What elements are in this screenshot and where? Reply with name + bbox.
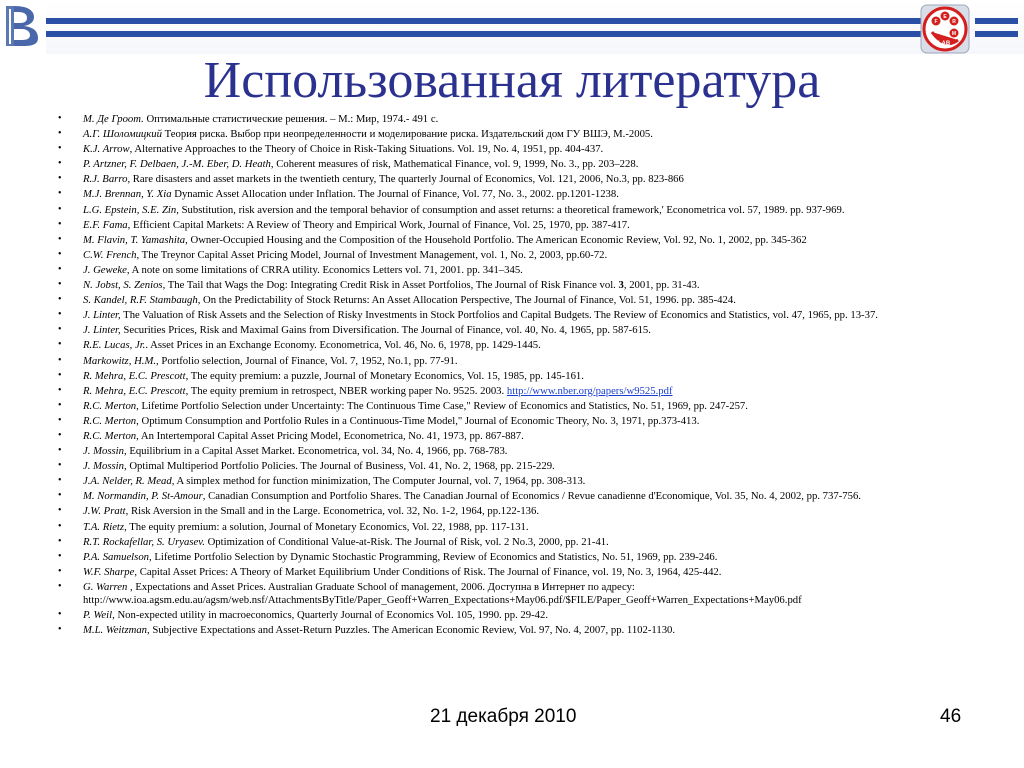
reference-author: J. Linter, <box>83 309 121 322</box>
reference-item <box>58 279 980 292</box>
reference-author: C.W. French <box>83 248 137 261</box>
reference-author: P.A. Samuelson <box>83 550 150 563</box>
reference-text: , Substitution, risk aversion and the temporal behavior of consumption and asset returns: a theoretical framework,' Econometrica vol. 57, 1989. pp. 937-969. <box>176 203 845 216</box>
reference-text: Оптимальные статистические решения. – М.: Мир, 1974.- 491 с. <box>143 113 439 125</box>
reference-author: M.J. Brennan, Y. Xia <box>83 188 172 201</box>
header-stripe <box>975 31 1018 37</box>
reference-text: , 2001, pp. 31-43. <box>623 279 700 292</box>
reference-text: , Subjective Expectations and Asset-Return Puzzles. The American Economic Review, Vol. 97, No. 4, 2007, pp. 1102-1130. <box>147 623 676 636</box>
reference-item <box>58 566 980 579</box>
reference-text: , Coherent measures of risk, Mathematical Finance, vol. 9, 1999, No. 3., pp. 203–228. <box>270 158 639 171</box>
reference-author: K.J. Arrow <box>83 143 130 156</box>
reference-text: . Asset Prices in an Exchange Economy. Econometrica, Vol. 46, No. 6, 1978, pp. 1429-1445. <box>145 339 541 352</box>
ferm-letter: R <box>952 19 956 25</box>
reference-author: E.F. Fama <box>83 218 128 231</box>
reference-item <box>58 249 980 262</box>
reference-text: , Expectations and Asset Prices. Australian Graduate School of management, 2006. Доступна в Интернет по адресу: http://www.ioa.agsm.edu.au/agsm/web.nsf/AttachmentsByTitle/Paper_Geoff+Warren_Expectations+May06.pdf/$FILE/Paper_Geoff+Warren_Expectations+May06.pdf <box>83 580 802 606</box>
reference-item <box>58 219 980 232</box>
reference-item <box>58 264 980 277</box>
reference-author: R.C. Merton <box>83 429 137 442</box>
reference-text: Dynamic Asset Allocation under Inflation. The Journal of Finance, Vol. 77, No. 3., 2002. pp.1201-1238. <box>171 188 619 201</box>
reference-author: M. Normandin, P. St-Amour <box>83 490 203 503</box>
reference-item <box>58 355 980 368</box>
reference-text: , On the Predictability of Stock Returns: An Asset Allocation Perspective, The Journal of Finance, Vol. 51, 1996. pp. 385-424. <box>197 294 736 307</box>
reference-item <box>58 505 980 518</box>
reference-author: T.A. Rietz <box>83 520 125 533</box>
reference-author: М. Де Гроот. <box>83 113 144 125</box>
reference-author: J.A. Nelder, R. Mead <box>83 475 172 488</box>
reference-author: J.W. Pratt, <box>83 505 129 518</box>
reference-item <box>58 475 980 488</box>
slide-date: 21 декабря 2010 <box>430 706 577 727</box>
reference-author: W.F. Sharpe <box>83 565 135 578</box>
reference-text: , The equity premium: a puzzle, Journal of Monetary Economics, Vol. 15, 1985, pp. 145-161. <box>185 369 584 382</box>
page-title: Использованная литература <box>203 52 821 109</box>
reference-text: The Valuation of Risk Assets and the Selection of Risky Investments in Stock Portfolios and Capital Budgets. The Review of Economics and Statistics, vol. 47, 1965, pp. 13-37. <box>120 309 878 322</box>
reference-item <box>58 113 980 126</box>
reference-author: L.G. Epstein, S.E. Zin <box>83 203 177 216</box>
reference-author: P. Weil <box>83 608 113 621</box>
reference-item <box>58 370 980 383</box>
reference-author: R.C. Merton <box>83 399 137 412</box>
reference-item <box>58 324 980 337</box>
reference-item <box>58 624 980 637</box>
ferm-letter: LAB <box>937 41 951 47</box>
reference-item <box>58 609 980 622</box>
reference-text: , Capital Asset Prices: A Theory of Market Equilibrium Under Conditions of Risk. The Journal of Finance, vol. 19, No. 3, 1964, 425-442. <box>134 565 722 578</box>
reference-text: The Tail that Wags the Dog: Integrating Credit Risk in Asset Portfolios, The Journal of Risk Finance vol. <box>165 279 619 292</box>
reference-item <box>58 551 980 564</box>
reference-text: , Efficient Capital Markets: A Review of Theory and Empirical Work, Journal of Finance, Vol. 25, 1970, pp. 387-417. <box>127 218 630 231</box>
reference-item <box>58 158 980 171</box>
reference-item <box>58 581 980 607</box>
ferm-letter: M <box>951 31 957 37</box>
reference-text: , An Intertemporal Capital Asset Pricing Model, Econometrica, No. 41, 1973, pp. 867-887. <box>136 429 524 442</box>
reference-text: , Rare disasters and asset markets in the twentieth century, The quarterly Journal of Economics, Vol. 121, 2006, No.3, pp. 823-866 <box>127 173 684 186</box>
reference-text: , Portfolio selection, Journal of Finance, Vol. 7, 1952, No.1, pp. 77-91. <box>156 354 458 367</box>
reference-text: , A note on some limitations of CRRA utility. Economics Letters vol. 71, 2001. pp. 341–345. <box>126 263 523 276</box>
ferm-letter: F <box>934 19 938 25</box>
reference-text: , Lifetime Portfolio Selection by Dynamic Stochastic Programming, Review of Economics and Statistics, No. 51, 1969, pp. 239-246. <box>149 550 718 563</box>
reference-item <box>58 234 980 247</box>
header-stripe <box>46 18 926 24</box>
reference-author: R. Mehra, E.C. Prescott <box>83 369 186 382</box>
reference-list <box>58 113 980 639</box>
reference-item <box>58 521 980 534</box>
reference-author: M. Flavin, T. Yamashita <box>83 233 186 246</box>
reference-item <box>58 128 980 141</box>
reference-text: , Canadian Consumption and Portfolio Shares. The Canadian Journal of Economics / Revue canadienne d'Economique, Vol. 35, No. 4, 2002, pp. 737-756. <box>202 490 861 503</box>
reference-text: , Alternative Approaches to the Theory of Choice in Risk-Taking Situations. Vol. 19, No. 4, 1951, pp. 404-437. <box>129 143 604 156</box>
reference-text: , Owner-Occupied Housing and the Composition of the Household Portfolio. The American Economic Review, Vol. 92, No. 1, 2002, pp. 345-362 <box>185 233 807 246</box>
reference-text: , Optimal Multiperiod Portfolio Policies. The Journal of Business, Vol. 41, No. 2, 1968, pp. 215-229. <box>123 460 555 473</box>
reference-author: А.Г. Шоломицкий <box>83 128 162 141</box>
reference-text: Risk Aversion in the Small and in the Large. Econometrica, vol. 32, No. 1-2, 1964, pp.122-136. <box>128 505 540 518</box>
reference-text: , A simplex method for function minimization, The Computer Journal, vol. 7, 1964, pp. 308-313. <box>171 475 586 488</box>
reference-author: S. Kandel, R.F. Stambaugh <box>83 294 198 307</box>
reference-author: R.C. Merton <box>83 414 137 427</box>
reference-text: , The equity premium in retrospect, NBER working paper No. 9525. 2003. <box>185 384 507 397</box>
reference-author: J. Linter, <box>83 324 121 337</box>
reference-item <box>58 339 980 352</box>
reference-item <box>58 143 980 156</box>
reference-link[interactable]: http://www.nber.org/papers/w9525.pdf <box>506 384 673 397</box>
reference-author: J. Geweke <box>83 263 127 276</box>
reference-author: R. Mehra, E.C. Prescott <box>83 384 186 397</box>
reference-text: , The Treynor Capital Asset Pricing Model, Journal of Investment Management, vol. 1, No. 2, 2003, pp.60-72. <box>136 248 608 261</box>
reference-text: Securities Prices, Risk and Maximal Gains from Diversification. The Journal of Finance, vol. 40, No. 4, 1965, pp. 587-615. <box>120 324 651 337</box>
reference-volume: 3 <box>618 279 624 292</box>
reference-text: , The equity premium: a solution, Journal of Monetary Economics, Vol. 22, 1988, pp. 117-131. <box>124 520 529 533</box>
reference-item <box>58 536 980 549</box>
reference-author: J. Mossin <box>83 445 124 458</box>
ferm-letter: E <box>943 14 947 20</box>
reference-text: , Equilibrium in a Capital Asset Market. Econometrica, vol. 34, No. 4, 1966, pp. 768-783. <box>123 445 508 458</box>
reference-item <box>58 204 980 217</box>
reference-author: M.L. Weitzman <box>83 623 148 636</box>
reference-author: N. Jobst, S. Zenios, <box>83 279 166 292</box>
reference-author: R.J. Barro <box>83 173 128 186</box>
reference-item <box>58 385 980 398</box>
page-number: 46 <box>940 706 962 727</box>
reference-item <box>58 309 980 322</box>
reference-item <box>58 188 980 201</box>
header-stripe <box>46 31 926 37</box>
reference-item <box>58 445 980 458</box>
header-stripe <box>975 18 1018 24</box>
reference-item <box>58 415 980 428</box>
reference-text: , Optimum Consumption and Portfolio Rules in a Continuous-Time Model," Journal of Economic Theory, No. 3, 1971, pp.373-413. <box>136 414 700 427</box>
reference-item <box>58 460 980 473</box>
reference-text: , Non-expected utility in macroeconomics, Quarterly Journal of Economics Vol. 105, 1990. pp. 29-42. <box>112 608 549 621</box>
reference-author: R.E. Lucas, Jr. <box>83 339 146 352</box>
reference-item <box>58 173 980 186</box>
reference-item <box>58 294 980 307</box>
reference-text: Optimization of Conditional Value-at-Risk. The Journal of Risk, vol. 2 No.3, 2000, pp. 21-41. <box>204 535 609 548</box>
reference-author: P. Artzner, F. Delbaen, J.-M. Eber, D. Heath <box>83 158 271 171</box>
reference-author: R.T. Rockafellar, S. Uryasev. <box>83 535 205 548</box>
reference-author: Markowitz, H.M. <box>83 354 157 367</box>
reference-text: Теория риска. Выбор при неопределенности и моделирование риска. Издательский дом ГУ ВШЭ, М.-2005. <box>161 128 653 141</box>
reference-author: J. Mossin <box>83 460 124 473</box>
reference-item <box>58 400 980 413</box>
reference-item <box>58 490 980 503</box>
reference-text: , Lifetime Portfolio Selection under Uncertainty: The Continuous Time Case," Review of Economics and Statistics, No. 51, 1969, pp. 247-257. <box>136 399 748 412</box>
reference-author: G. Warren <box>83 580 128 593</box>
reference-item <box>58 430 980 443</box>
